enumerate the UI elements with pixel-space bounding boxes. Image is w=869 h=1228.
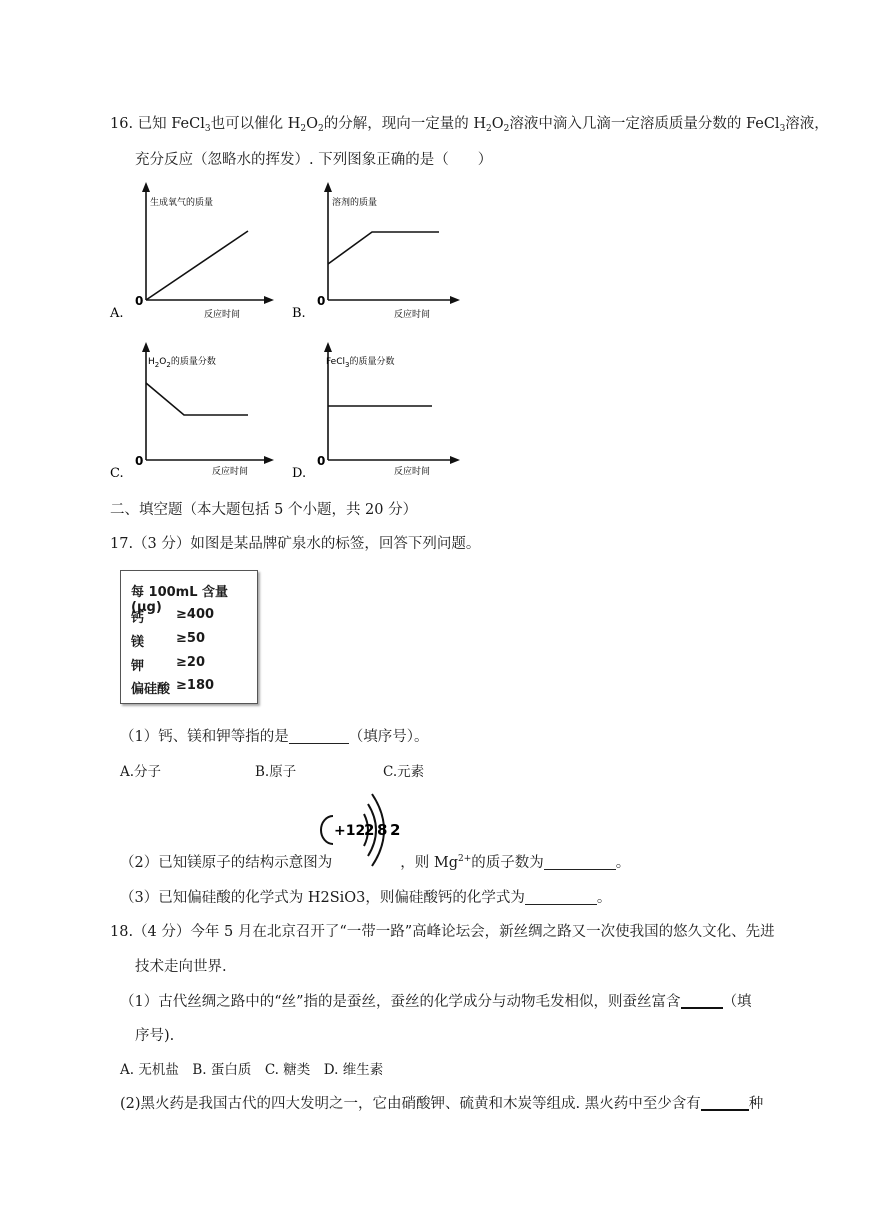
q18-line1: 18.（4 分）今年 5 月在北京召开了“一带一路”高峰论坛会，新丝绸之路又一次使我国的悠久文化、先进 [110,924,775,940]
q16-line2: 充分反应（忽略水的挥发）. 下列图象正确的是（ ） [135,152,493,168]
graph-a-option: A. [110,306,124,321]
label-row-value: ≥400 [176,607,215,622]
label-row-name: 钙 [131,611,145,626]
q16-line1: 16. 已知 FeCl$_3$也可以催化 $H_2O_2$的分解，现向一定量的 $H_2O_2$溶液中滴入几滴一定溶质质量分数的 FeCl$_3$溶液， [110,116,829,134]
mineral-water-label [120,570,258,704]
q18-part2: (2)黑火药是我国古代的四大发明之一，它由硝酸钾、硫黄和木炭等组成. 黑火药中至少含有 种 [120,1096,764,1112]
atom-shell-3: 2 [390,821,401,839]
graph-b [292,180,472,329]
answer-blank[interactable] [289,729,349,744]
graph-b-origin: 0 [317,294,326,308]
graph-c [110,340,280,489]
graph-d-option: D. [292,466,307,481]
q17-option-b: B.原子 [255,764,297,780]
graph-d-origin: 0 [317,454,326,468]
answer-blank[interactable] [544,855,616,870]
q17-option-c: C.元素 [383,764,425,780]
graph-d-xlabel: 反应时间 [394,467,431,477]
label-row-value: ≥20 [176,655,205,670]
graph-b-xlabel: 反应时间 [394,310,431,320]
label-row-value: ≥50 [176,631,205,646]
q18-line2: 技术走向世界. [135,959,227,975]
q17-part2: （2）已知镁原子的结构示意图为 ，则 $Mg^{2+}$的质子数为 。 [120,854,631,871]
q18-part1: （1）古代丝绸之路中的“丝”指的是蚕丝，蚕丝的化学成分与动物毛发相似，则蚕丝富含 （填 [120,994,752,1010]
graph-b-option: B. [292,306,306,321]
section-heading: 二、填空题（本大题包括 5 个小题，共 20 分） [110,502,418,518]
atom-shell-2: 8 [377,821,388,839]
label-row-name: 钾 [131,659,145,674]
q17-part3: （3）已知偏硅酸的化学式为 H2SiO3，则偏硅酸钙的化学式为 。 [120,890,612,906]
atom-shell-1: 2 [364,821,375,839]
graph-d-ylabel: FeCl$_3$的质量分数 [326,357,395,369]
answer-blank[interactable] [681,993,723,1009]
graph-a-xlabel: 反应时间 [204,310,241,320]
atom-nucleus: +12 [334,823,366,839]
graph-b-ylabel: 溶剂的质量 [332,198,378,208]
answer-blank[interactable] [701,1095,749,1111]
label-row-name: 镁 [131,635,145,650]
graph-a-ylabel: 生成氧气的质量 [150,198,214,208]
label-title: 每 100mL 含量(μg) [131,585,229,615]
graph-c-origin: 0 [135,454,144,468]
q17-heading: 17.（3 分）如图是某品牌矿泉水的标签，回答下列问题。 [110,536,481,552]
graph-a-origin: 0 [135,294,144,308]
graph-d [292,340,472,489]
q18-part1-cont: 序号). [135,1028,175,1044]
label-row-value: ≥180 [176,678,215,693]
q18-options: A. 无机盐 B. 蛋白质 C. 糖类 D. 维生素 [120,1062,384,1078]
answer-blank[interactable] [525,890,597,905]
label-row-name: 偏硅酸 [131,682,171,697]
q16-number: 16. [110,116,134,132]
graph-c-option: C. [110,466,124,481]
graph-c-ylabel: $H_2O_2$的质量分数 [148,357,216,369]
graph-c-xlabel: 反应时间 [212,467,249,477]
q17-option-a: A.分子 [120,764,162,780]
q17-part1: （1）钙、镁和钾等指的是 （填序号）。 [120,729,429,745]
graph-a [110,180,280,329]
